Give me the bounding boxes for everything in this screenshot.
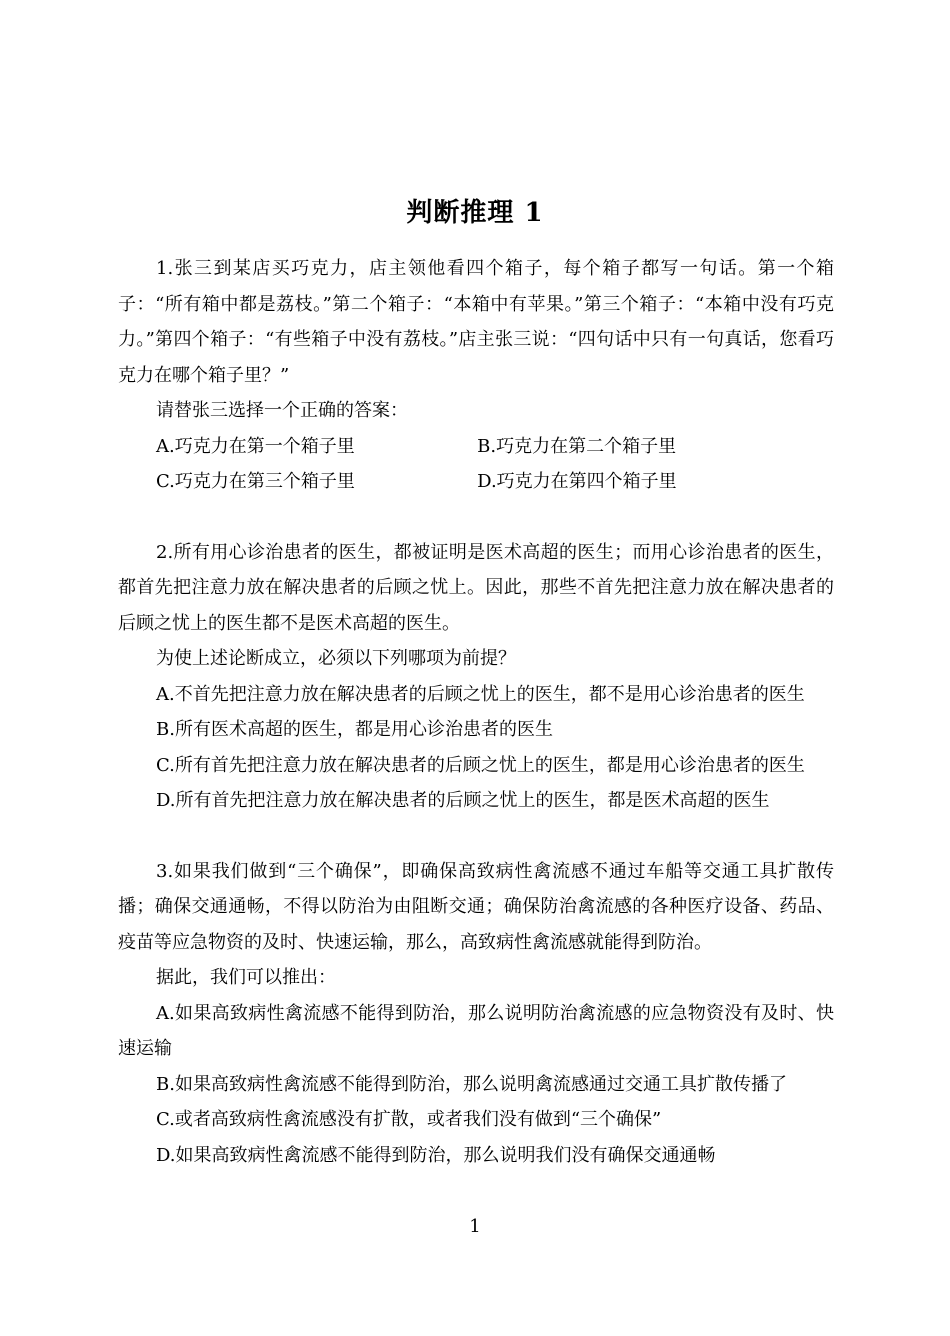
- option-b: B.如果高致病性禽流感不能得到防治，那么说明禽流感通过交通工具扩散传播了: [156, 1073, 787, 1095]
- document-body: [118, 251, 834, 1173]
- options-row: [118, 429, 834, 465]
- question-stem: 3.如果我们做到“三个确保”，即确保高致病性禽流感不通过车船等交通工具扩散传播；确保交通通畅，不得以防治为由阻断交通；确保防治禽流感的各种医疗设备、药品、疫苗等应急物资的及时、快速运输，那么，高致病性禽流感就能得到防治。: [118, 860, 834, 953]
- option-a: A.如果高致病性禽流感不能得到防治，那么说明防治禽流感的应急物资没有及时、快速运输: [118, 1002, 834, 1059]
- question-prompt: 请替张三选择一个正确的答案：: [156, 400, 408, 421]
- question-3: [118, 854, 834, 1174]
- page-title: 判断推理 1: [406, 198, 544, 228]
- option-d: D.所有首先把注意力放在解决患者的后顾之忧上的医生，都是医术高超的医生: [156, 790, 770, 811]
- section-gap: [118, 500, 834, 535]
- page-number: 1: [469, 1216, 481, 1237]
- option-d: D.如果高致病性禽流感不能得到防治，那么说明我们没有确保交通通畅: [156, 1144, 716, 1166]
- question-stem: 1.张三到某店买巧克力，店主领他看四个箱子，每个箱子都写一句话。第一个箱子：“所有箱中都是荔枝。”第二个箱子：“本箱中有苹果。”第三个箱子：“本箱中没有巧克力。”第四个箱子：“有些箱子中没有荔枝。”店主张三说：“四句话中只有一句真话，您看巧克力在哪个箱子里？”: [118, 258, 834, 386]
- option-b: B.所有医术高超的医生，都是用心诊治患者的医生: [156, 719, 553, 740]
- question-prompt: 据此，我们可以推出：: [156, 967, 336, 988]
- question-stem: 2.所有用心诊治患者的医生，都被证明是医术高超的医生；而用心诊治患者的医生，都首先把注意力放在解决患者的后顾之忧上。因此，那些不首先把注意力放在解决患者的后顾之忧上的医生都不是医术高超的医生。: [118, 541, 834, 634]
- option-a: A.不首先把注意力放在解决患者的后顾之忧上的医生，都不是用心诊治患者的医生: [156, 683, 805, 705]
- option-c: C.或者高致病性禽流感没有扩散，或者我们没有做到“三个确保”: [156, 1109, 662, 1130]
- option-d: D.巧克力在第四个箱子里: [477, 471, 677, 492]
- question-1: [118, 251, 834, 500]
- question-2: [118, 535, 834, 819]
- option-c: C.巧克力在第三个箱子里: [156, 471, 355, 492]
- options-row: [118, 464, 834, 500]
- option-b: B.巧克力在第二个箱子里: [477, 435, 677, 457]
- option-a: A.巧克力在第一个箱子里: [156, 435, 355, 457]
- section-gap: [118, 819, 834, 854]
- option-c: C.所有首先把注意力放在解决患者的后顾之忧上的医生，都是用心诊治患者的医生: [156, 754, 805, 776]
- question-prompt: 为使上述论断成立，必须以下列哪项为前提？: [156, 648, 516, 669]
